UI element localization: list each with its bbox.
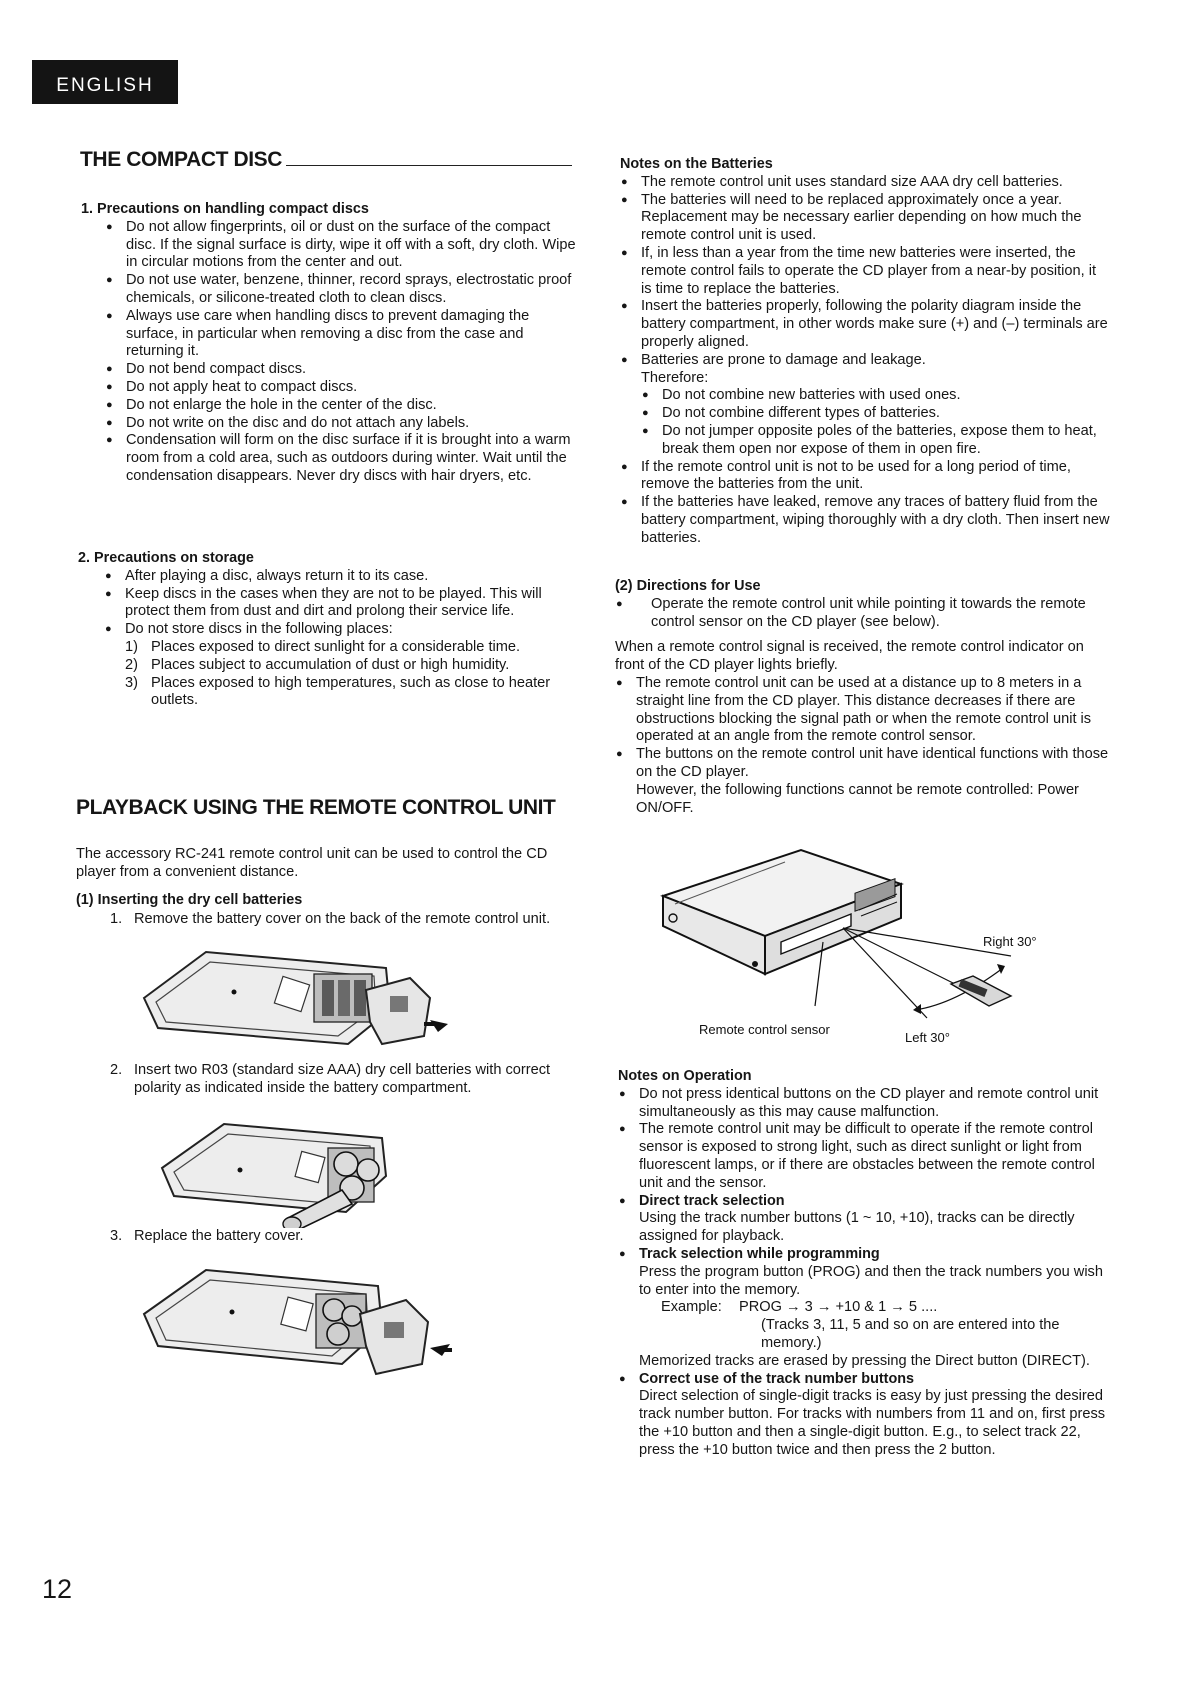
remote-intro: The accessory RC-241 remote control unit can be used to control the CD player from a convenient distance.	[76, 846, 548, 880]
list-item	[110, 911, 566, 929]
page-number: 12	[42, 1574, 73, 1604]
storage-list	[78, 568, 576, 639]
list-item: ● Do not bend compact discs.	[105, 361, 576, 379]
batteries-list	[620, 174, 1110, 548]
step-text: Replace the battery cover.	[134, 1228, 304, 1244]
handling-list	[81, 219, 576, 486]
storage-places-list	[78, 639, 576, 710]
directions-heading: (2) Directions for Use	[615, 578, 761, 594]
list-item: ● Do not allow fingerprints, oil or dust on the surface of the compact disc. If the signal surface is dirty, wipe it off with a soft, dry cloth. Wipe in circular motions from the center and out.	[105, 219, 576, 272]
storage-heading: 2. Precautions on storage	[78, 550, 254, 566]
correct-use-title: ● Correct use of the track number buttons	[639, 1370, 915, 1387]
compact-disc-heading	[80, 148, 572, 172]
direct-track-text: Using the track number buttons (1 ~ 10, +10), tracks can be directly assigned for playback.	[639, 1210, 1075, 1245]
list-item: ● Do not press identical buttons on the CD player and remote control unit simultaneously as this may cause malfunction.	[618, 1086, 1110, 1122]
language-tab: ENGLISH	[32, 60, 178, 104]
item-text: Places exposed to high temperatures, such as close to heater outlets.	[151, 674, 551, 709]
list-item: ● Do not apply heat to compact discs.	[105, 379, 576, 397]
list-item: ● Do not write on the disc and do not attach any labels.	[105, 415, 576, 433]
list-item	[618, 1193, 1110, 1246]
item-text: ● The buttons on the remote control unit have identical functions with those on the CD player.	[636, 746, 1109, 780]
step-text: Remove the battery cover on the back of the remote control unit.	[134, 911, 551, 927]
list-item: ● Do not combine different types of batteries.	[641, 405, 1110, 423]
remote-insert-batteries-illustration	[156, 1118, 436, 1228]
list-item: ● Operate the remote control unit while pointing it towards the remote control sensor on the CD player (see below).	[615, 596, 1110, 632]
programming-example	[639, 1299, 1110, 1317]
list-item: ● Do not use water, benzene, thinner, record sprays, electrostatic proof chemicals, or silicone-treated cloth to clean discs.	[105, 272, 576, 308]
batteries-heading: Notes on the Batteries	[620, 156, 773, 172]
list-item: ● Insert the batteries properly, following the polarity diagram inside the battery compartment, in other words make sure (+) and (–) terminals are properly aligned.	[620, 298, 1110, 351]
list-item	[620, 352, 1110, 459]
inserting-heading-text: (1) Inserting the dry cell batteries	[76, 892, 303, 908]
list-item: ● Do not jumper opposite poles of the batteries, expose them to heat, break them open nor expose of them in open fire.	[641, 423, 1110, 459]
sensor-label: Remote control sensor	[699, 1022, 830, 1037]
compact-disc-title: THE COMPACT DISC	[80, 148, 283, 171]
step-text: Insert two R03 (standard size AAA) dry cell batteries with correct polarity as indicated inside the battery compartment.	[134, 1062, 551, 1096]
list-item	[110, 1062, 566, 1098]
list-item: ● Condensation will form on the disc surface if it is brought into a warm room from a cold area, such as outdoors during winter. Wait until the condensation disappears. Never dry discs with hair dryers, etc.	[105, 432, 576, 485]
list-item: ● Do not combine new batteries with used ones.	[641, 387, 1110, 405]
list-item	[125, 675, 576, 711]
step-number: 3.	[110, 1228, 123, 1244]
directions-paragraph: When a remote control signal is received, the remote control indicator on front of the CD player lights briefly.	[615, 639, 1084, 674]
direct-track-title: ● Direct track selection	[639, 1192, 785, 1209]
list-item: ● Do not store discs in the following places:	[104, 621, 576, 639]
item-text: Places subject to accumulation of dust or high humidity.	[151, 656, 510, 673]
list-item	[615, 746, 1110, 817]
item-text: Places exposed to direct sunlight for a considerable time.	[151, 638, 521, 655]
handling-heading: 1. Precautions on handling compact discs	[81, 201, 369, 217]
list-item: ● Keep discs in the cases when they are not to be played. This will protect them from dust and dirt and prolong their service life.	[104, 586, 576, 622]
list-item: ● The remote control unit may be difficult to operate if the remote control sensor is exposed to strong light, such as direct sunlight or light from fluorescent lamps, or if there are obstacles between the remote control unit and the sensor.	[618, 1121, 1110, 1192]
inserting-heading	[76, 892, 576, 910]
list-item: ● If, in less than a year from the time new batteries were inserted, the remote control fails to operate the CD player from a near-by position, it is time to replace the batteries.	[620, 245, 1110, 298]
list-item: ● After playing a disc, always return it to its case.	[104, 568, 576, 586]
item-text: ● Batteries are prone to damage and leakage.	[641, 351, 926, 368]
handling-section	[81, 201, 576, 486]
example-label: Example:	[661, 1299, 722, 1316]
list-item: ● The remote control unit uses standard size AAA dry cell batteries.	[620, 174, 1110, 192]
step-2	[110, 1062, 566, 1098]
step-number: 2.	[110, 1062, 123, 1078]
list-item: ● Do not enlarge the hole in the center of the disc.	[105, 397, 576, 415]
item-number: 2)	[125, 656, 138, 673]
right-angle-label: Right 30°	[983, 934, 1037, 949]
directions-section	[615, 578, 1110, 817]
example-note: (Tracks 3, 11, 5 and so on are entered into the memory.)	[761, 1317, 1060, 1351]
list-item	[618, 1371, 1110, 1460]
left-angle-label: Left 30°	[905, 1030, 950, 1045]
step-number: 1.	[110, 911, 123, 927]
programming-title: ● Track selection while programming	[639, 1245, 880, 1262]
heading-rule	[286, 165, 572, 166]
example-note-row	[639, 1317, 1110, 1353]
list-item: ● If the remote control unit is not to be used for a long period of time, remove the batteries from the unit.	[620, 459, 1110, 495]
directions-list-2	[615, 675, 1110, 817]
operation-notes-section	[618, 1068, 1110, 1460]
correct-use-text: Direct selection of single-digit tracks is easy by just pressing the desired track number button. For tracks with numbers from 11 and on, first press the +10 button and then a single-digit button. E.g., to select track 22, press the +10 button twice and then press the 2 button.	[639, 1388, 1106, 1458]
item-number: 3)	[125, 674, 138, 691]
operation-heading: Notes on Operation	[618, 1068, 752, 1084]
batteries-sublist	[641, 387, 1110, 458]
list-item: ● Always use care when handling discs to prevent damaging the surface, in particular when removing a disc from the case and returning it.	[105, 308, 576, 361]
storage-section	[78, 550, 576, 710]
remote-battery-cover-illustration	[138, 948, 458, 1058]
example-sequence: PROG → 3 → +10 & 1 → 5 ....	[739, 1299, 938, 1316]
list-item	[618, 1246, 1110, 1371]
step-1	[110, 911, 566, 929]
list-item: ● The batteries will need to be replaced approximately once a year. Replacement may be necessary earlier depending on how much the remote control unit is used.	[620, 192, 1110, 245]
programming-after: Memorized tracks are erased by pressing the Direct button (DIRECT).	[639, 1352, 1090, 1369]
list-item: ● If the batteries have leaked, remove any traces of battery fluid from the battery compartment, wiping thoroughly with a dry cloth. Then insert new batteries.	[620, 494, 1110, 547]
item-number: 1)	[125, 638, 138, 655]
however-text: However, the following functions cannot be remote controlled: Power ON/OFF.	[636, 781, 1079, 816]
list-item	[125, 657, 576, 675]
cd-player-remote-figure	[655, 846, 1095, 1056]
list-item	[110, 1228, 566, 1246]
programming-text: Press the program button (PROG) and then the track numbers you wish to enter into the memory.	[639, 1263, 1103, 1298]
batteries-notes-section	[620, 156, 1110, 548]
operation-list	[618, 1086, 1110, 1460]
directions-list-1	[615, 596, 1110, 632]
therefore-label: Therefore:	[641, 369, 709, 386]
list-item	[125, 639, 576, 657]
step-3	[110, 1228, 566, 1246]
remote-replace-cover-illustration	[138, 1264, 458, 1384]
remote-heading: PLAYBACK USING THE REMOTE CONTROL UNIT	[76, 796, 556, 819]
list-item: ● The remote control unit can be used at a distance up to 8 meters in a straight line from the CD player. This distance decreases if there are obstructions blocking the signal path or when the remote control unit is operated at an angle from the remote control sensor.	[615, 675, 1110, 746]
